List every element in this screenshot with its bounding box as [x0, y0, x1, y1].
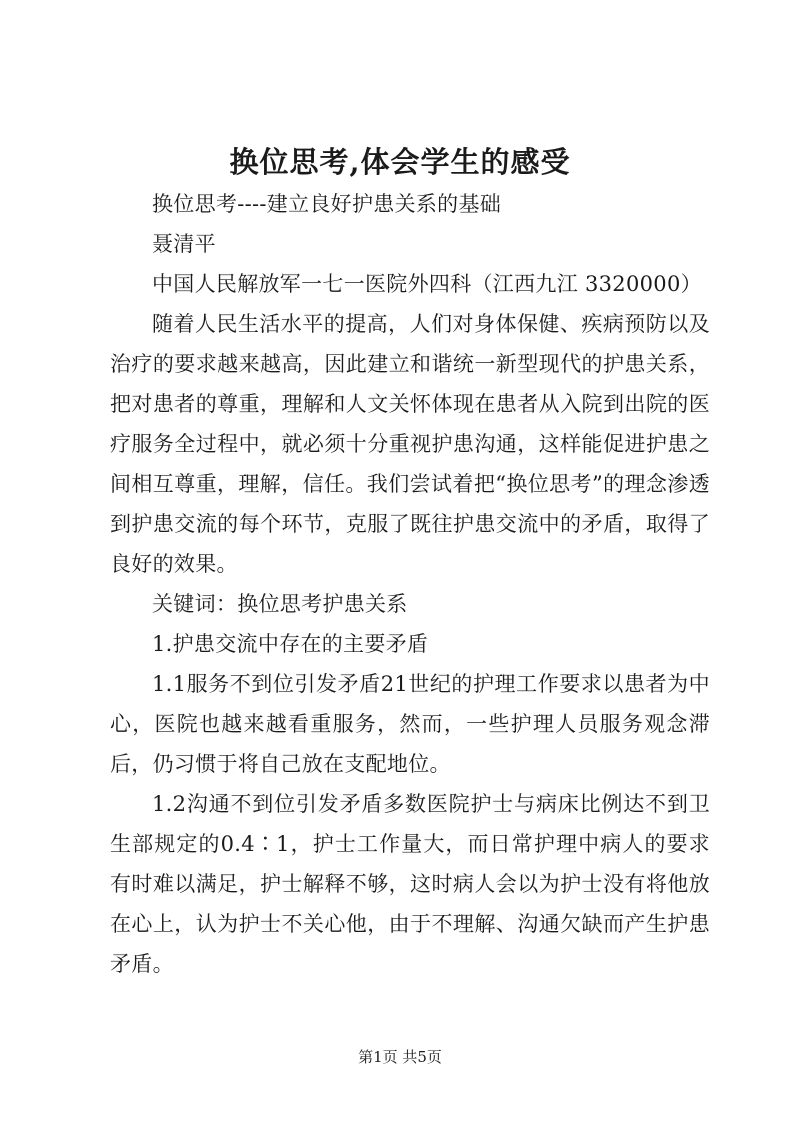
document-body — [110, 184, 710, 984]
author-paragraph: 聂清平 — [152, 232, 216, 256]
subtitle-paragraph: 换位思考----建立良好护患关系的基础 — [152, 192, 502, 216]
body-paragraph: 1.2沟通不到位引发矛盾多数医院护士与病床比例达不到卫生部规定的0.4∶1，护士工作量大，而日常护理中病人的要求有时难以满足，护士解释不够，这时病人会以为护士没有将他放在心上，认为护士不关心他，由于不理解、沟通欠缺而产生护患矛盾。 — [110, 792, 710, 976]
affiliation-paragraph: 中国人民解放军一七一医院外四科（江西九江 3320000） — [152, 272, 702, 296]
page-footer: 第1页 共5页 — [358, 1048, 442, 1066]
abstract-paragraph: 随着人民生活水平的提高，人们对身体保健、疾病预防以及治疗的要求越来越高，因此建立和谐统一新型现代的护患关系，把对患者的尊重，理解和人文关怀体现在患者从入院到出院的医疗服务全过程中，就必须十分重视护患沟通，这样能促进护患之间相互尊重，理解，信任。我们尝试着把“换位思考”的理念渗透到护患交流的每个环节，克服了既往护患交流中的矛盾，取得了良好的效果。 — [110, 312, 710, 576]
document-title: 换位思考,体会学生的感受 — [229, 145, 571, 179]
section-heading: 1.护患交流中存在的主要矛盾 — [152, 632, 429, 656]
body-paragraph: 1.1服务不到位引发矛盾21世纪的护理工作要求以患者为中心，医院也越来越看重服务，然而，一些护理人员服务观念滞后，仍习惯于将自己放在支配地位。 — [110, 672, 710, 776]
keywords-paragraph: 关键词：换位思考护患关系 — [152, 592, 408, 616]
